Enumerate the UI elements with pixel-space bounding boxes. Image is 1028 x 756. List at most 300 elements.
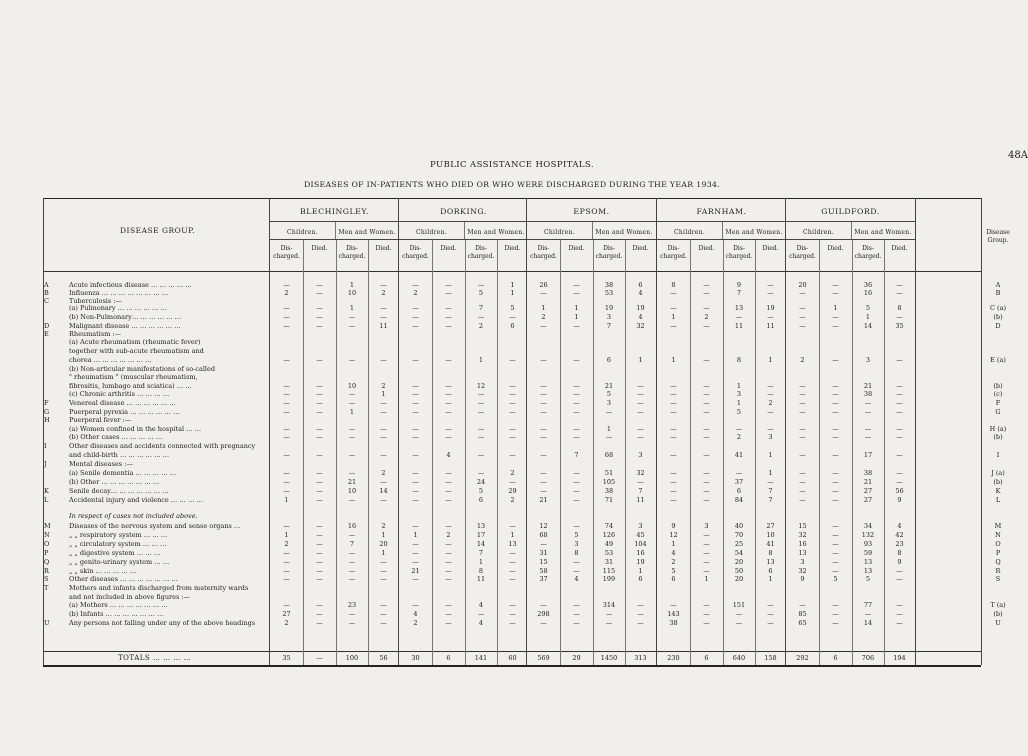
table-cell: — (316, 469, 323, 477)
total-cell: 313 (634, 654, 647, 662)
table-cell: — (799, 425, 806, 433)
group-ref: K (995, 487, 1001, 495)
totals-top-rule (43, 651, 981, 652)
table-cell: — (316, 575, 323, 583)
table-cell: 19 (604, 304, 614, 312)
table-cell: — (670, 399, 677, 407)
table-cell: — (703, 281, 710, 289)
table-cell: — (509, 567, 516, 575)
table-cell: 3 (606, 399, 612, 407)
table-cell: — (477, 469, 485, 477)
total-cell: 194 (893, 654, 906, 662)
table-cell: — (896, 575, 903, 583)
table-title: DISEASES OF IN-PATIENTS WHO DIED OR WHO WERE DISCHARGED DURING THE YEAR 1934. (303, 180, 721, 189)
table-cell: 4 (671, 549, 676, 557)
table-cell: — (832, 531, 839, 539)
disease-label: Malignant disease … … … … … … (69, 322, 181, 330)
table-cell: 1 (574, 304, 579, 312)
table-cell: — (832, 451, 839, 459)
table-cell: — (316, 496, 323, 504)
group-ref: U (995, 619, 1001, 627)
disease-label: Rheumatism :— (69, 330, 122, 338)
table-cell: — (573, 356, 580, 364)
table-cell: 6 (768, 567, 773, 575)
table-cell: — (767, 478, 774, 486)
table-cell: — (283, 575, 290, 583)
table-cell: — (799, 469, 806, 477)
table-cell: 314 (602, 601, 616, 609)
table-cell: — (445, 356, 452, 364)
table-cell: — (832, 567, 839, 575)
column-header: Dis-charged. (467, 245, 495, 260)
table-cell: — (896, 469, 903, 477)
table-cell: 1 (638, 567, 643, 575)
column-header: Dis-charged. (789, 245, 816, 260)
group-ref: G (995, 408, 1001, 416)
subgroup-children: Children. (543, 229, 576, 236)
table-cell: — (799, 399, 806, 407)
table-cell: — (573, 289, 580, 297)
table-cell: 85 (798, 610, 807, 618)
group-ref: F (995, 399, 1001, 407)
table-cell: — (477, 313, 485, 321)
table-cell: 19 (636, 304, 645, 312)
table-cell: 26 (539, 281, 548, 289)
total-cell: 292 (796, 654, 809, 662)
table-cell: — (540, 487, 547, 495)
table-cell: 10 (766, 531, 775, 539)
table-cell: 1 (736, 382, 742, 390)
hospital-header: FARNHAM. (696, 207, 747, 216)
table-cell: — (348, 610, 356, 618)
table-cell: 6 (638, 281, 643, 289)
group-letter: Q (44, 558, 50, 566)
disease-label: and child-birth … … … … … … (69, 451, 170, 459)
subgroup-children: Children. (802, 229, 835, 236)
table-cell: 7 (574, 451, 579, 459)
table-cell: 8 (897, 304, 902, 312)
table-cell: 13 (863, 558, 873, 566)
table-cell: 13 (476, 522, 486, 530)
group-ref: (b) (993, 610, 1003, 618)
disease-label: „ „ digestive system … … … (69, 549, 161, 557)
table-cell: — (412, 575, 419, 583)
table-cell: — (316, 619, 323, 627)
table-cell: 15 (539, 558, 548, 566)
table-cell: — (412, 382, 419, 390)
table-cell: — (637, 619, 644, 627)
subgroup-children: Children. (673, 229, 706, 236)
table-cell: — (412, 451, 419, 459)
total-cell: 100 (345, 654, 359, 662)
table-cell: — (832, 408, 839, 416)
disease-label: (a) Acute rheumatism (rheumatic fever) (69, 338, 201, 346)
column-header: Died. (698, 245, 715, 252)
table-cell: 7 (478, 549, 484, 557)
table-cell: — (445, 322, 452, 330)
table-cell: — (670, 478, 677, 486)
group-letter: D (44, 322, 50, 330)
table-cell: — (316, 425, 323, 433)
column-header: Died. (375, 245, 392, 252)
table-cell: 24 (476, 478, 486, 486)
table-cell: — (703, 619, 710, 627)
table-cell: — (573, 281, 580, 289)
table-cell: 4 (638, 289, 643, 297)
column-header: Dis-charged. (530, 245, 557, 260)
group-letter: L (44, 496, 49, 504)
table-cell: 7 (768, 496, 773, 504)
table-cell: — (896, 313, 903, 321)
group-ref: M (994, 522, 1002, 530)
table-cell: — (348, 558, 356, 566)
disease-label: (b) Infants … … … … … … … (69, 610, 164, 618)
table-cell: 23 (895, 540, 904, 548)
table-cell: 2 (381, 469, 386, 477)
table-cell: — (605, 619, 613, 627)
group-letter: E (44, 330, 49, 338)
table-cell: — (445, 390, 452, 398)
table-cell: — (864, 433, 872, 441)
table-cell: — (348, 496, 356, 504)
table-cell: — (670, 382, 677, 390)
table-cell: — (832, 469, 839, 477)
table-cell: 38 (863, 390, 873, 398)
table-cell: 51 (604, 469, 614, 477)
table-cell: — (540, 390, 547, 398)
table-cell: — (703, 610, 710, 618)
table-cell: 2 (800, 356, 805, 364)
table-cell: 8 (671, 281, 676, 289)
table-cell: 1 (381, 549, 386, 557)
table-cell: 70 (734, 531, 744, 539)
table-cell: — (445, 425, 452, 433)
group-letter: T (44, 584, 49, 592)
table-cell: — (799, 382, 806, 390)
table-cell: — (573, 619, 580, 627)
table-cell: — (477, 610, 485, 618)
table-cell: — (283, 469, 290, 477)
table-cell: — (767, 610, 774, 618)
table-cell: 7 (478, 304, 484, 312)
table-cell: — (896, 408, 903, 416)
group-ref: L (995, 496, 1001, 504)
table-cell: — (832, 487, 839, 495)
table-cell: — (864, 399, 872, 407)
total-cell: 29 (572, 654, 581, 662)
disease-label: chorea … … … … … … … (69, 356, 152, 364)
group-ref: C (a) (990, 304, 1006, 312)
table-cell: 2 (381, 522, 386, 530)
total-cell: 6 (704, 654, 709, 662)
table-cell: — (799, 390, 806, 398)
total-cell: 230 (667, 654, 680, 662)
table-cell: — (380, 567, 387, 575)
table-cell: — (540, 322, 547, 330)
table-cell: — (637, 478, 644, 486)
table-cell: 2 (446, 531, 451, 539)
table-cell: — (703, 425, 710, 433)
table-cell: — (573, 522, 580, 530)
table-cell: 38 (604, 281, 614, 289)
table-cell: — (445, 610, 452, 618)
table-cell: 13 (863, 567, 873, 575)
table-cell: — (509, 575, 516, 583)
table-cell: 2 (478, 322, 484, 330)
table-cell: 1 (671, 313, 676, 321)
table-cell: — (799, 601, 806, 609)
table-cell: — (573, 390, 580, 398)
table-cell: — (735, 469, 743, 477)
table-cell: — (477, 433, 485, 441)
table-cell: — (540, 619, 547, 627)
table-cell: — (445, 540, 452, 548)
group-letter: J (44, 460, 47, 468)
table-cell: 31 (539, 549, 548, 557)
table-cell: — (412, 478, 419, 486)
table-cell: — (799, 478, 806, 486)
table-cell: — (445, 408, 452, 416)
column-header: Dis-charged. (725, 245, 753, 260)
table-cell: — (703, 304, 710, 312)
group-ref: D (995, 322, 1001, 330)
table-cell: 5 (574, 531, 579, 539)
table-cell: — (348, 619, 356, 627)
table-cell: 32 (636, 469, 645, 477)
table-cell: — (348, 469, 356, 477)
table-cell: 21 (411, 567, 420, 575)
table-cell: 36 (863, 281, 873, 289)
table-cell: — (832, 313, 839, 321)
table-cell: — (316, 601, 323, 609)
table-cell: 1 (638, 356, 643, 364)
table-cell: — (509, 451, 516, 459)
table-cell: — (477, 399, 485, 407)
table-cell: 13 (734, 304, 744, 312)
table-cell: 1 (349, 281, 355, 289)
table-cell: — (540, 601, 547, 609)
table-cell: 27 (766, 522, 775, 530)
table-cell: — (832, 433, 839, 441)
disease-label: (b) Other cases … … … … … (69, 433, 163, 441)
disease-label: Mental diseases :— (69, 460, 133, 468)
table-cell: 40 (734, 522, 744, 530)
hospital-header: GUILDFORD. (821, 207, 880, 216)
group-letter: K (44, 487, 49, 495)
column-header: Died. (632, 245, 649, 252)
table-cell: — (799, 433, 806, 441)
table-cell: — (832, 356, 839, 364)
table-cell: — (573, 567, 580, 575)
hospital-header: DORKING. (440, 207, 487, 216)
table-cell: — (380, 496, 387, 504)
total-cell: 569 (537, 654, 550, 662)
table-cell: 3 (865, 356, 871, 364)
table-cell: — (703, 601, 710, 609)
group-ref: H (a) (989, 425, 1007, 433)
table-cell: — (348, 433, 356, 441)
table-cell: — (799, 487, 806, 495)
table-cell: — (509, 478, 516, 486)
table-cell: — (316, 289, 323, 297)
table-cell: 20 (734, 558, 744, 566)
group-ref: P (995, 549, 1001, 557)
disease-label: In respect of cases not included above. (69, 512, 198, 520)
table-cell: — (703, 549, 710, 557)
table-cell: — (832, 289, 839, 297)
table-cell: — (316, 610, 323, 618)
table-cell: — (703, 496, 710, 504)
table-cell: — (637, 408, 644, 416)
table-cell: — (348, 390, 356, 398)
table-cell: — (832, 558, 839, 566)
table-cell: 8 (897, 549, 902, 557)
table-cell: — (540, 399, 547, 407)
totals-label: TOTALS … … … … (118, 654, 192, 662)
table-cell: 3 (574, 540, 579, 548)
table-cell: — (832, 540, 839, 548)
table-cell: 27 (863, 487, 873, 495)
table-cell: — (509, 610, 516, 618)
table-cell: 3 (638, 522, 643, 530)
table-cell: — (445, 496, 452, 504)
disease-label: „ „ skin … … … … … (69, 567, 137, 575)
table-cell: 1 (541, 304, 546, 312)
table-cell: 1 (510, 531, 515, 539)
table-cell: 25 (734, 540, 744, 548)
table-cell: 8 (768, 549, 773, 557)
table-cell: — (509, 408, 516, 416)
disease-label: Acute infectious disease … … … … … (69, 281, 192, 289)
table-cell: 5 (736, 408, 742, 416)
table-cell: 143 (667, 610, 680, 618)
table-cell: 20 (798, 281, 807, 289)
table-cell: 6 (510, 322, 515, 330)
table-cell: 2 (704, 313, 709, 321)
total-cell: 640 (732, 654, 746, 662)
table-cell: — (573, 610, 580, 618)
table-cell: — (896, 451, 903, 459)
column-header: Died. (504, 245, 521, 252)
subgroup-rule (657, 239, 786, 240)
table-cell: — (283, 549, 290, 557)
column-divider (43, 198, 44, 665)
table-cell: — (799, 408, 806, 416)
disease-label: fibrositis, lumbago and sciatica) … … (69, 382, 192, 390)
table-cell: — (735, 313, 743, 321)
table-cell: — (799, 496, 806, 504)
table-cell: — (573, 382, 580, 390)
table-cell: 45 (636, 531, 645, 539)
table-cell: 7 (349, 540, 355, 548)
table-cell: — (670, 433, 677, 441)
group-letter: H (44, 416, 50, 424)
table-cell: — (380, 281, 387, 289)
group-ref: S (995, 575, 1001, 583)
table-cell: 3 (736, 390, 742, 398)
table-cell: 54 (734, 549, 744, 557)
table-cell: — (573, 399, 580, 407)
table-cell: — (445, 487, 452, 495)
table-cell: — (540, 540, 547, 548)
table-cell: — (509, 558, 516, 566)
table-cell: 3 (704, 522, 709, 530)
table-cell: — (703, 451, 710, 459)
table-cell: — (509, 313, 516, 321)
table-cell: 5 (671, 567, 676, 575)
table-cell: — (767, 408, 774, 416)
table-cell: 5 (865, 575, 871, 583)
table-cell: — (445, 382, 452, 390)
table-cell: 41 (766, 540, 775, 548)
table-cell: — (316, 313, 323, 321)
table-cell: — (703, 469, 710, 477)
table-cell: — (380, 575, 387, 583)
hospital-header-rule (527, 221, 656, 222)
table-cell: — (832, 522, 839, 530)
table-cell: — (283, 408, 290, 416)
total-cell: — (316, 654, 323, 662)
group-ref: (b) (993, 433, 1003, 441)
table-cell: 1 (768, 575, 773, 583)
table-cell: — (703, 382, 710, 390)
table-cell: — (703, 433, 710, 441)
table-cell: — (316, 304, 323, 312)
table-cell: 17 (476, 531, 486, 539)
table-cell: — (283, 522, 290, 530)
group-letter: I (44, 442, 47, 450)
table-cell: — (799, 304, 806, 312)
table-cell: — (445, 281, 452, 289)
table-cell: — (799, 313, 806, 321)
table-cell: 21 (863, 382, 873, 390)
table-cell: — (316, 487, 323, 495)
total-cell: 141 (474, 654, 488, 662)
table-cell: — (509, 433, 516, 441)
table-cell: 1 (768, 451, 773, 459)
table-cell: — (573, 558, 580, 566)
table-cell: 16 (863, 289, 873, 297)
disease-label: together with sub-acute rheumatism and (69, 347, 204, 355)
disease-group-header: DISEASE GROUP. (120, 226, 196, 235)
table-cell: — (316, 399, 323, 407)
table-cell: — (573, 433, 580, 441)
table-cell: — (445, 558, 452, 566)
table-cell: 41 (734, 451, 744, 459)
table-cell: — (896, 567, 903, 575)
table-cell: 27 (282, 610, 291, 618)
table-cell: — (445, 601, 452, 609)
table-cell: — (832, 425, 839, 433)
table-cell: 7 (736, 289, 742, 297)
table-cell: — (380, 313, 387, 321)
table-cell: — (832, 382, 839, 390)
subgroup-men-women: Men and Women. (725, 229, 783, 236)
table-cell: 6 (606, 356, 612, 364)
disease-label: (a) Mothers … … … … … … … (69, 601, 168, 609)
disease-label: Mothers and infants discharged from maternity wards (69, 584, 249, 592)
table-cell: 2 (381, 289, 386, 297)
table-cell: 32 (798, 531, 807, 539)
table-cell: 6 (478, 496, 484, 504)
table-cell: 2 (510, 496, 515, 504)
table-cell: — (509, 356, 516, 364)
table-cell: 5 (478, 289, 484, 297)
table-cell: 2 (768, 399, 773, 407)
table-cell: 71 (604, 496, 614, 504)
table-cell: — (509, 390, 516, 398)
table-cell: — (670, 451, 677, 459)
